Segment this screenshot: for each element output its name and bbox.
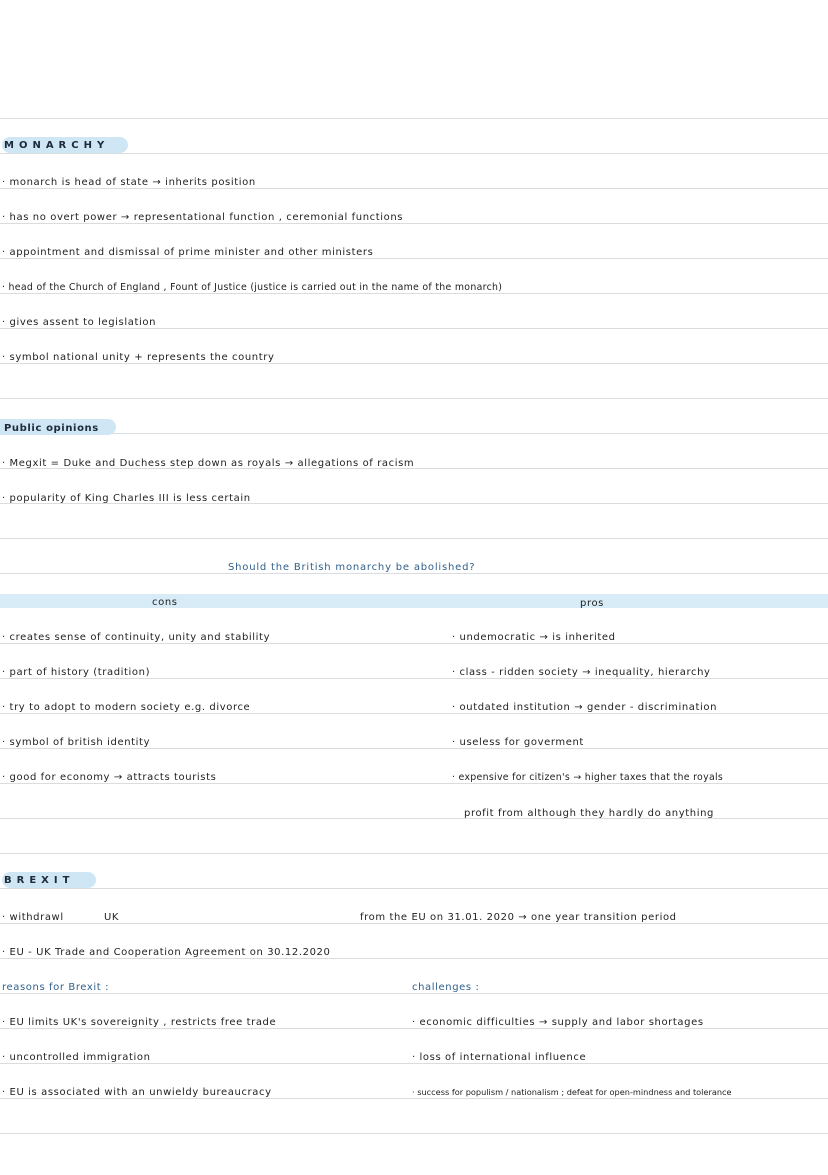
public-opinions-heading: Public opinions bbox=[4, 423, 99, 434]
monarchy-bullet-6: · symbol national unity + represents the country bbox=[2, 352, 275, 363]
monarchy-bullet-2: · has no overt power → representational function , ceremonial functions bbox=[2, 212, 404, 223]
monarchy-bullet-4: · head of the Church of England , Fount of Justice (justice is carried out in the name of the monarch) bbox=[2, 282, 503, 293]
monarchy-bullet-1: · monarch is head of state → inherits position bbox=[2, 177, 256, 188]
pros-item-2: · class - ridden society → inequality, hierarchy bbox=[452, 667, 711, 678]
brexit-from-eu: from the EU on 31.01. 2020 → one year transition period bbox=[360, 912, 677, 923]
reason-3: · EU is associated with an unwieldy bureaucracy bbox=[2, 1087, 272, 1098]
cons-item-3: · try to adopt to modern society e.g. divorce bbox=[2, 702, 251, 713]
pros-label: pros bbox=[580, 598, 604, 609]
debate-question: Should the British monarchy be abolished? bbox=[228, 562, 476, 573]
challenge-1: · economic difficulties → supply and labor shortages bbox=[412, 1017, 704, 1028]
monarchy-bullet-5: · gives assent to legislation bbox=[2, 317, 157, 328]
pros-item-3: · outdated institution → gender - discrimination bbox=[452, 702, 718, 713]
reason-2: · uncontrolled immigration bbox=[2, 1052, 151, 1063]
monarchy-bullet-3: · appointment and dismissal of prime minister and other ministers bbox=[2, 247, 374, 258]
brexit-uk: UK bbox=[104, 912, 120, 923]
brexit-heading: BREXIT bbox=[4, 875, 75, 886]
cons-item-4: · symbol of british identity bbox=[2, 737, 151, 748]
challenges-label: challenges : bbox=[412, 982, 480, 993]
cons-item-5: · good for economy → attracts tourists bbox=[2, 772, 217, 783]
challenge-2: · loss of international influence bbox=[412, 1052, 587, 1063]
pros-item-5-continuation: profit from although they hardly do anything bbox=[464, 808, 714, 819]
reason-1: · EU limits UK's sovereignity , restricts free trade bbox=[2, 1017, 277, 1028]
opinion-bullet-1: · Megxit = Duke and Duchess step down as royals → allegations of racism bbox=[2, 458, 415, 469]
brexit-withdrawal: · withdrawl bbox=[2, 912, 64, 923]
cons-item-2: · part of history (tradition) bbox=[2, 667, 151, 678]
pros-item-4: · useless for goverment bbox=[452, 737, 584, 748]
cons-pros-band bbox=[0, 594, 828, 608]
monarchy-heading: MONARCHY bbox=[4, 140, 110, 151]
pros-item-5: · expensive for citizen's → higher taxes that the royals bbox=[452, 772, 724, 783]
brexit-agreement: · EU - UK Trade and Cooperation Agreement on 30.12.2020 bbox=[2, 947, 331, 958]
cons-item-1: · creates sense of continuity, unity and stability bbox=[2, 632, 271, 643]
cons-label: cons bbox=[152, 597, 178, 608]
challenge-3: · success for populism / nationalism ; defeat for open-mindness and tolerance bbox=[412, 1087, 732, 1097]
reasons-label: reasons for Brexit : bbox=[2, 982, 110, 993]
pros-item-1: · undemocratic → is inherited bbox=[452, 632, 616, 643]
opinion-bullet-2: · popularity of King Charles III is less certain bbox=[2, 493, 251, 504]
